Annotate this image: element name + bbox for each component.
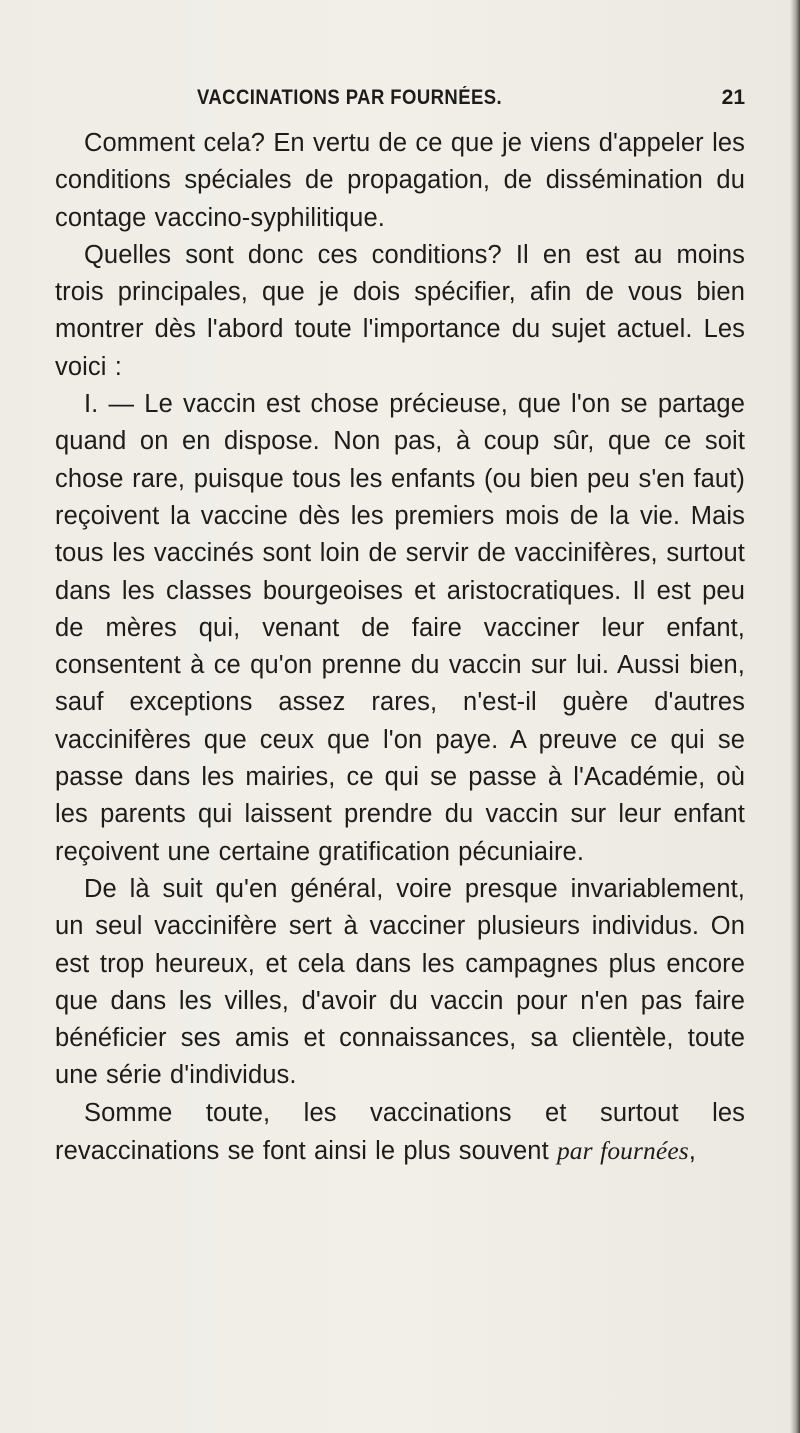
page-header [55, 86, 745, 116]
italic-phrase: par fournées [556, 1136, 689, 1166]
body-text [55, 125, 745, 1170]
page-number: 21 [721, 86, 745, 109]
paragraph-1: Comment cela? En vertu de ce que je viens d'appeler les conditions spéciales de propagation, de dissémination du contage vaccino-syphilitique. [55, 129, 745, 232]
paragraph-4: De là suit qu'en général, voire presque invariablement, un seul vaccinifère sert à vacciner plusieurs individus. On est trop heureux, et cela dans les campagnes plus encore que dans les villes, d'avoir du vaccin pour n'en pas faire bénéficier ses amis et connaissances, sa clientèle, toute une série d'individus. [55, 874, 745, 1090]
paragraph-5 [55, 1095, 745, 1171]
paragraph-3: I. — Le vaccin est chose précieuse, que l'on se partage quand on en dispose. Non pas, à coup sûr, que ce soit chose rare, puisque tous les enfants (ou bien peu s'en faut) reçoivent la vaccine dès les premiers mois de la vie. Mais tous les vaccinés sont loin de servir de vaccinifères, surtout dans les classes bourgeoises et aristocratiques. Il est peu de mères qui, venant de faire vacciner leur enfant, consentent à ce qu'on prenne du vaccin sur lui. Aussi bien, sauf exceptions assez rares, n'est-il guère d'autres vaccinifères que ceux que l'on paye. A preuve ce qui se passe dans les mairies, ce qui se passe à l'Académie, où les parents qui laissent prendre du vaccin sur leur enfant reçoivent une certaine gratification pécuniaire. [55, 390, 745, 866]
running-title: VACCINATIONS PAR FOURNÉES. [197, 86, 503, 109]
paragraph-2: Quelles sont donc ces conditions? Il en est au moins trois principales, que je dois spécifier, afin de vous bien montrer dès l'abord toute l'importance du sujet actuel. Les voici : [55, 240, 745, 381]
paragraph-5-tail: , [688, 1137, 696, 1166]
page-edge-shadow [790, 0, 800, 1433]
paragraph-5-text: Somme toute, les vaccinations et surtout les revaccinations se font ainsi le plus souvent [55, 1098, 745, 1166]
